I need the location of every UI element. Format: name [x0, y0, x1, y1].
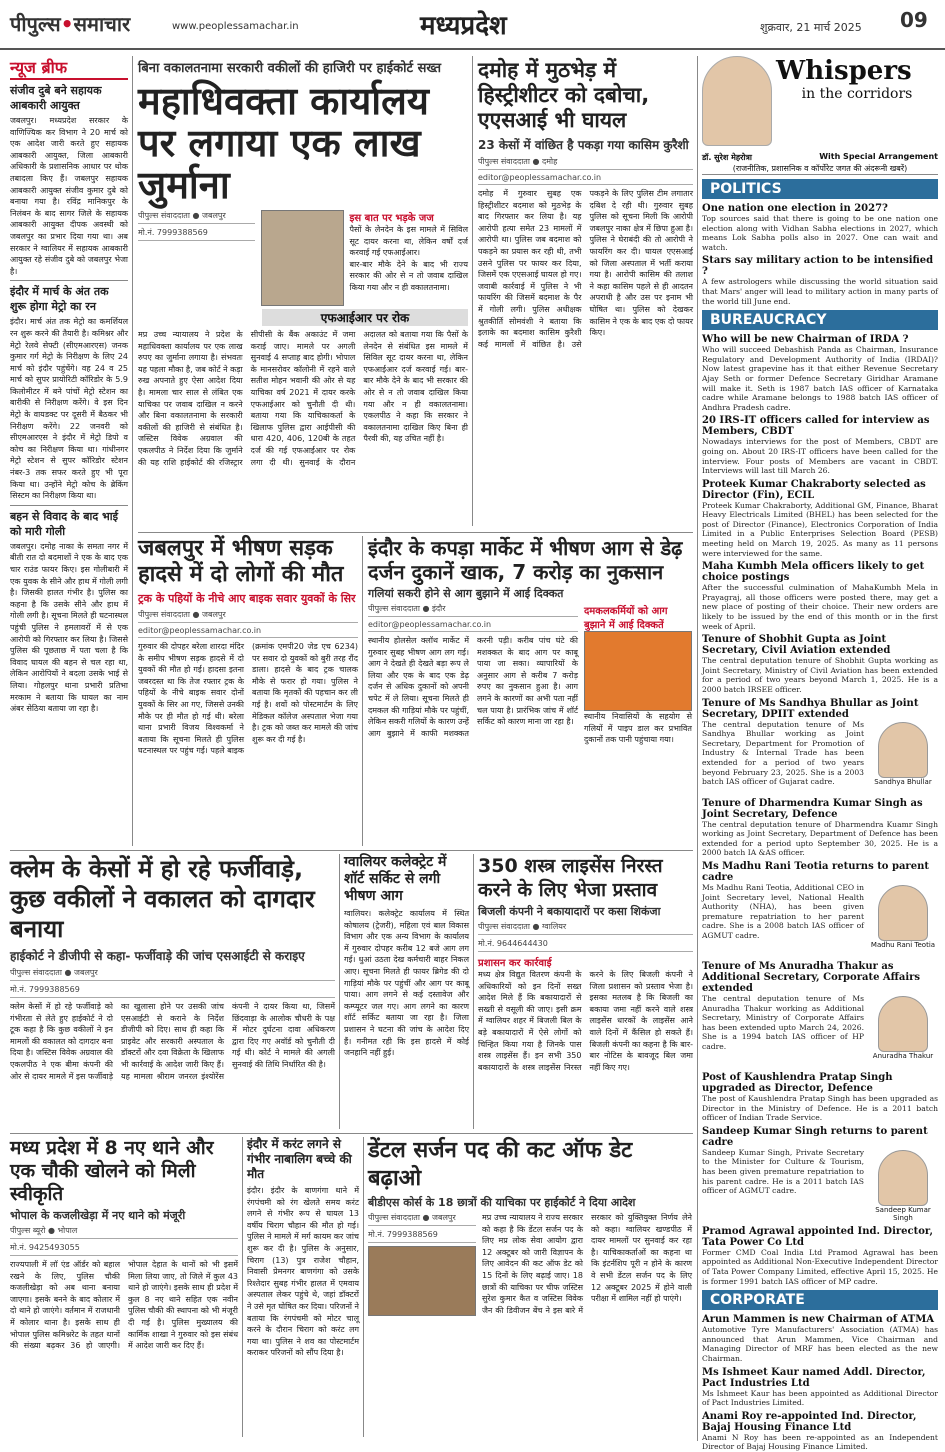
- email: editor@peoplessamachar.co.in: [138, 626, 358, 638]
- story-text: मप्र उच्च न्यायालय ने प्रदेश के महाधिवक्ता कार्यालय पर एक लाख रुपए का जुर्माना लगाया है। संभवतः यह पहला मौका है, जब कोर्ट ने कड़ा रुख अपनाते हुए ऐसा आदेश दिया है। मामला चार साल से लंबित एक याचिका पर जवाब दाखिल न करने और बिना वकालतनामा के सरकारी वकीलों की हाजिरी से संबंधित है। जस्टिस विवेक अग्रवाल की एकलपीठ ने निर्देश दिया कि जुर्माने की यह राशि हाईकोर्ट की रजिस्ट्रार सीपीसी के बैंक अकाउंट में जमा कराई जाए। मामले पर अगली सुनवाई 4 सप्ताह बाद होगी। भोपाल के मानसरोवर कॉलोनी में रहने वाले सतीश मोहन भवानी की ओर से यह याचिका वर्ष 2021 में दायर करके एफआईआर को चुनौती दी थी। बताया गया कि याचिकाकर्ता के खिलाफ पुलिस द्वारा आईपीसी की धारा 420, 406, 120बी के तहत दर्ज की गई एफआईआर पर रोक लगा दी थी। सुनवाई के दौरान अदालत को बताया गया कि पैसों के लेनदेन से संबंधित इस मामले में सिविल सूट दायर करना था, लेकिन एफआईआर दर्ज करवाई गई। बार-बार मौके देने के बाद भी सरकार की ओर से न तो जवाब दाखिल किया गया और न ही वकालतनामा। एकलपीठ ने कहा कि सरकार ने वकालतनामा दाखिल किए बिना ही पैरवी की, यह उचित नहीं है।: [138, 330, 468, 467]
- story-claim-fraud: [10, 854, 335, 1129]
- section-name: मध्यप्रदेश: [420, 11, 507, 41]
- issue-date: शुक्रवार, 21 मार्च 2025: [760, 21, 862, 34]
- gavel-photo: [368, 1246, 476, 1316]
- headline: इंदौर के कपड़ा मार्केट में भीषण आग से डेढ़ दर्जन दुकानें खाक, 7 करोड़ का नुकसान: [368, 536, 683, 584]
- whisper-item: Tenure of Ms Anuradha Thakur as Additional Secretary, Corporate Affairs extended Anuradha Thakur The central deputation tenure of Ms Anuradha Thakur working as Additional Secretary, Ministry of Corporate Affairs has been extended upto March 24, 2026. She is a 1994 batch IAS officer of HP cadre.: [702, 961, 938, 1052]
- story-new-police-stations: [10, 1137, 238, 1437]
- columnist-name: डॉ. सुरेश मेहरोत्रा: [702, 153, 752, 162]
- byline: पीपुल्स संवाददाता ● जबलपुर: [368, 1212, 476, 1226]
- story-text: इंदौर। इंदौर के बाणगंगा थाने में रंगपंचमी को रंग खेलते समय करंट लगने से गंभीर रूप से घायल 13 वर्षीय चिराग चौहान की मौत हो गई। पुलिस ने मामले में मर्ग कायम कर जांच शुरू कर दी है। पुलिस के अनुसार, चिराग (13) पुत्र राजेश चौहान, निवासी प्रेमनगर बाणगंगा को उसके रिश्तेदार सुबह गंभीर हालत में एमवाय अस्पताल लेकर पहुंचे थे, जहां डॉक्टरों ने उसे मृत घोषित कर दिया। परिजनों ने बताया कि रंगपंचमी को मोटर चालू करने के दौरान चिराग को करंट लग गया था। पुलिस ने शव का पोस्टमार्टम कराकर परिजनों को सौंप दिया है।: [247, 1186, 359, 1358]
- deck: हाईकोर्ट ने डीजीपी से कहा- फर्जीवाड़े की जांच एसआईटी से कराइए: [10, 949, 305, 963]
- story-damoh-encounter: [478, 58, 693, 528]
- tagline: With Special Arrangement: [819, 152, 938, 161]
- high-court-photo: [261, 210, 344, 306]
- fire-photo: [584, 631, 692, 711]
- website: www.peoplessamachar.in: [172, 21, 299, 32]
- whisper-item: Maha Kumbh Mela officers likely to get choice postings After the successful culmination of MahaKumbh Mela in Prayagraj, all those officers were posted there, may get a new place of posting of their choice. Their new orders are likely to be issued by the end of this month or in the first week of April.: [702, 561, 938, 631]
- story-text: गुरुवार की दोपहर बरेला शारदा मंदिर के समीप भीषण सड़क हादसे में दो युवकों की मौत हो गई। हादसा इतना जबरदस्त था कि तेज रफ्तार ट्रक के पहियों के नीचे बाइक सवार दोनों युवकों के सिर आ गए, जिससे उनकी मौके पर ही मौत हो गई थी। बरेला थाना प्रभारी विजय विश्वकर्मा ने बताया कि सूचना मिलते ही पुलिस घटनास्थल पर पहुंच गई। पहले बाइक (क्रमांक एमपी20 जेड एच 6234) पर सवार दो युवकों को बुरी तरह रौंद डाला। हादसे के बाद ट्रक चालक मौके से फरार हो गया। पुलिस ने बताया कि मृतकों की पहचान कर ली गई है। शवों को पोस्टमार्टम के लिए मेडिकल कॉलेज अस्पताल भेजा गया है। ट्रक को जब्त कर मामले की जांच शुरू कर दी गई है।: [138, 642, 358, 756]
- officer-photo: Sandhya Bhullar: [868, 722, 938, 796]
- headline: ग्वालियर कलेक्ट्रेट में शॉर्ट सर्किट से लगी भीषण आग: [344, 854, 447, 904]
- mobile: मो.नं. 9425493055: [10, 1242, 238, 1256]
- story-indore-electrocution: [247, 1137, 359, 1437]
- column-subtitle: (राजनीतिक, प्रशासनिक व कॉर्पोरेट जगत की अंदरूनी खबरें): [702, 163, 938, 175]
- email: editor@peoplessamachar.co.in: [478, 173, 693, 185]
- deck: गलियां सकरी होने से आग बुझाने में आई दिक्कत: [368, 587, 564, 600]
- whisper-item: Proteek Kumar Chakraborty selected as Director (Fin), ECIL Proteek Kumar Chakraborty, Additional GM, Finance, Bharat Heavy Electricals Limited (BHEL) has been selected for the post of Director (Finance), Electronics Corporation of India Limited in a Public Enterprises Selection Board (PESB) meeting held on March 19, 2025. As many as 11 persons were interviewed for the same.: [702, 478, 938, 558]
- deck: बिजली कंपनी ने बकायादारों पर कसा शिकंजा: [478, 905, 661, 918]
- story-jabalpur-accident: [138, 536, 358, 846]
- whisper-item: Post of Kaushlendra Pratap Singh upgraded as Director, Defence The post of Kaushlendra Pratap Singh has been upgraded as Director in the Ministry of Defence. He is a 2011 batch officer of Indian Trade Service.: [702, 1071, 938, 1123]
- mobile: मो.नं. 7999388569: [368, 1229, 476, 1243]
- whisper-item: Tenure of Dharmendra Kumar Singh as Joint Secretary, Defence The central deputation tenure of Dharmendra Kuamr Singh working as Joint Secretary, Department of Defence has been extended for a period upto September 30, 2025. He is a 2000 batch IA &AS officer.: [702, 797, 938, 858]
- headline: मध्य प्रदेश में 8 नए थाने और एक चौकी खोलने को मिली स्वीकृति: [10, 1137, 214, 1205]
- whisper-item: Stars say military action to be intensified ? A few astrologers while discussing the world situation said that Mars' anger will lead to military action in many parts of the world till June end.: [702, 255, 938, 306]
- byline: पीपुल्स संवाददाता ● दमोह: [478, 156, 693, 170]
- section-politics: POLITICS: [702, 179, 938, 199]
- whispers-logo: Whispers in the corridors: [776, 56, 913, 102]
- headline: जबलपुर में भीषण सड़क हादसे में दो लोगों की मौत: [138, 536, 344, 587]
- sidebar-point: पैसों के लेनदेन के इस मामले में सिविल सूट दायर करना था, लेकिन वर्षों दर्ज करवाई गई एफआईआर।: [349, 225, 468, 258]
- story-text: क्लेम केसों में हो रहे फर्जीवाड़े को गंभीरता से लेते हुए हाईकोर्ट ने दो टूक कहा है कि कुछ वकीलों ने इन मामलों की वकालत को दागदार बना दिया है। जस्टिस विवेक अग्रवाल की एकलपीठ ने एक बीमा कंपनी की ओर से दायर मामले में इस फर्जीवाड़े का खुलासा होने पर उसकी जांच एसआईटी से कराने के निर्देश डीजीपी को दिए। साथ ही कहा कि प्राइवेट और सरकारी अस्पताल के डॉक्टरों और दवा विक्रेता के खिलाफ भी कार्रवाई के आदेश जारी किए हैं। यह मामला श्रीराम जनरल इंश्योरेंस कंपनी ने दायर किया था, जिसमें छिंदवाड़ा के आलोक चौधरी के पक्ष में मोटर दुर्घटना दावा अधिकरण द्वारा दिए गए अवॉर्ड को चुनौती दी गई थी। कोर्ट ने मामले की अगली सुनवाई की तिथि निर्धारित की है।: [10, 1002, 335, 1081]
- mobile: मो.नं. 7999388569: [138, 227, 255, 241]
- mobile: मो.नं. 7999388569: [10, 984, 335, 998]
- email: editor@peoplessamachar.co.in: [368, 620, 578, 632]
- story-text: स्थानीय होलसेल क्लॉथ मार्केट में गुरुवार सुबह भीषण आग लग गई। आग ने देखते ही देखते बड़ा रूप ले लिया और एक के बाद एक डेढ़ दर्जन से अधिक दुकानों को अपनी चपेट में ले लिया। सूचना मिलते ही दमकल की गाड़ियां मौके पर पहुंचीं, लेकिन सकरी गलियों के कारण उन्हें आग बुझाने में काफी मशक्कत करनी पड़ी। करीब पांच घंटे की मशक्कत के बाद आग पर काबू पाया जा सका। व्यापारियों के अनुसार आग से करीब 7 करोड़ रुपए का नुकसान हुआ है। आग लगने के कारणों का अभी पता नहीं चल पाया है। प्रारंभिक जांच में शॉर्ट सर्किट को कारण माना जा रहा है।: [368, 636, 578, 738]
- byline: पीपुल्स संवाददाता ● इंदौर: [368, 603, 578, 617]
- page-number: 09: [900, 8, 928, 32]
- story-dental-surgeon: [368, 1137, 693, 1437]
- byline: पीपुल्स संवाददाता ● ग्वालियर: [478, 921, 693, 935]
- headline: दमोह में मुठभेड़ में हिस्ट्रीशीटर को दबोचा, एएसआई भी घायल: [478, 58, 650, 132]
- story-indore-fire: [368, 536, 693, 846]
- officer-photo: Sandeep Kumar Singh: [868, 1150, 938, 1224]
- byline: पीपुल्स संवाददाता ● जबलपुर: [138, 609, 358, 623]
- sidebar-point: बार-बार मौके देने के बाद भी राज्य सरकार की ओर से न तो जवाब दाखिल किया गया और न ही वकालतनामा।: [349, 259, 468, 292]
- brief-item: बहन से विवाद के बाद भाई को मारी गोली जबलपुर। दमोह नाका के समता नगर में बीती रात दो बदमाशों ने एक के बाद एक चार राउंड फायर किए। इस गोलीबारी में एक युवक के सीने और हाथ में गोली लगी है। जिसकी हालत गंभीर है। पुलिस का कहना है कि उसके सीने और हाथ में गोली लगी है। सूचना मिलते ही घटनास्थल पहुंची पुलिस ने हमलावरों में से एक आरोपी को गिरफ्तार कर लिया है। जिससे पुलिस की पूछताछ में पता चला है कि विवाद घायल की बहन से चल रहा था, लेकिन आरोपियों ने बदला उसके भाई से लिया। गोहलपुर थाना प्रभारी प्रतिभा मरकाम ने बताया कि घायल का नाम अंबर सेठिया बताया जा रहा है।: [10, 505, 128, 715]
- whisper-item: Tenure of Shobhit Gupta as Joint Secretary, Civil Aviation extended The central deputation tenure of Shobhit Gupta working as Joint Secretary, Ministry of Civil Aviation has been extended for a period of two years beyond March 1, 2025. He is a 2000 batch IRSEE officer.: [702, 634, 938, 694]
- section-bureaucracy: BUREAUCRACY: [702, 310, 938, 330]
- story-text: ग्वालियर। कलेक्ट्रेट कार्यालय में स्थित कोषालय (ट्रेजरी), महिला एवं बाल विकास विभाग और एक अन्य विभाग के कार्यालय में गुरुवार दोपहर करीब 12 बजे आग लग गई। धुआं उठता देख कर्मचारी बाहर निकल आए। सूचना मिलते ही फायर ब्रिगेड की दो गाड़ियां मौके पर पहुंचीं और आग पर काबू पाया। आग लगने से कई दस्तावेज और कम्प्यूटर जल गए। आग लगने का कारण शॉर्ट सर्किट बताया जा रहा है। जिला प्रशासन ने घटना की जांच के आदेश दिए हैं। गनीमत रही कि इस हादसे में कोई जनहानि नहीं हुई।: [344, 909, 469, 1058]
- masthead: [0, 0, 945, 50]
- whisper-item: Arun Mammen is new Chairman of ATMA Automotive Tyre Manufacturers' Association (ATMA) has announced that Arun Mammen, Vice Chairman and Managing Director of MRF has been elected as the new Chairman.: [702, 1314, 938, 1363]
- story-gwalior-collectorate-fire: [344, 854, 469, 1129]
- columnist-photo: [702, 56, 772, 146]
- deck: भोपाल के कजलीखेड़ा में नए थाने को मंजूरी: [10, 1209, 186, 1222]
- story-advocate-general-fine: [138, 58, 468, 528]
- headline: 350 शस्त्र लाइसेंस निरस्त करने के लिए भेजा प्रस्ताव: [478, 855, 663, 901]
- mobile: मो.नं. 9644644430: [478, 938, 693, 952]
- whispers-column: [702, 56, 938, 1452]
- byline: पीपुल्स संवाददाता ● जबलपुर: [10, 967, 335, 981]
- sidebar-title: दमकलकर्मियों को आग बुझाने में आई दिक्कतें: [584, 606, 668, 631]
- section-corporate: CORPORATE: [702, 1290, 938, 1310]
- story-text: राज्यपाली में लॉ एंड ऑर्डर को बहाल रखने के लिए, पुलिस चौकी कजलीखेड़ा को अब थाना बनाया जाएगा। इसके बनने के बाद कोलार में दो थाने हो जाएंगे। वर्तमान में राजधानी में कोलार थाना है। इसके साथ ही भोपाल पुलिस कमिश्नरेट के तहत थानों की संख्या बढ़कर 36 हो जाएगी। भोपाल देहात के थानों को भी इसमें मिला लिया जाए, तो जिले में कुल 43 थाने हो जाएंगे। इसके साथ ही प्रदेश में कुल 8 नए थाने सहित एक नवीन पुलिस चौकी की स्थापना को भी मंजूरी दी गई है। पुलिस मुख्यालय की कार्मिक शाखा ने गुरुवार को इस संबंध में आदेश जारी कर दिए हैं।: [10, 1260, 238, 1351]
- byline: पीपुल्स ब्यूरो ● भोपाल: [10, 1225, 238, 1239]
- whisper-item: Pramod Agrawal appointed Ind. Director, Tata Power Co Ltd Former CMD Coal India Ltd Pramod Agrawal has been appointed as Additional Non-Executive Independent Director of Tata Power Company Limited, effective April 15, 2025. He is former 1991 batch IAS officer of MP cadre.: [702, 1225, 938, 1286]
- sidebar-title: इस बात पर भड़के जज: [349, 213, 434, 224]
- headline: इंदौर में करंट लगने से गंभीर नाबालिग बच्चे की मौत: [247, 1137, 352, 1181]
- whisper-item: Ms Madhu Rani Teotia returns to parent cadre Madhu Rani Teotia Ms Madhu Rani Teotia, Additional CEO in Joint Secretary level, National Health Authority (NHA), has been given premature repatriation to her parent cadre. She is a 2008 batch IAS officer of AGMUT cadre.: [702, 861, 938, 941]
- officer-photo: Anuradha Thakur: [868, 996, 938, 1070]
- officer-photo: Madhu Rani Teotia: [868, 885, 938, 959]
- deck: बीडीएस कोर्स के 18 छात्रों की याचिका पर हाईकोर्ट ने दिया आदेश: [368, 1196, 636, 1209]
- whisper-item: 20 IRS-IT officers called for interview as Members, CBDT Nowadays interviews for the post of Members, CBDT are going on. About 20 IRS-IT officers have been called for the interview. Four posts of Members are vacant in CBDT. Interviews will last till March 26.: [702, 415, 938, 476]
- subhead: प्रशासन कर कार्रवाई: [478, 958, 552, 969]
- whisper-item: Tenure of Ms Sandhya Bhullar as Joint Secretary, DPIIT extended Sandhya Bhullar The central deputation tenure of Ms Sandhya Bhullar working as Joint Secretary, Department for Promotion of Industry & Internal Trade has been extended for a period of two years beyond February 23, 2025. She is a 2003 batch IAS officer of Gujarat cadre.: [702, 698, 938, 787]
- news-brief-column: [10, 56, 128, 846]
- whisper-item: Sandeep Kumar Singh returns to parent cadre Sandeep Kumar Singh Sandeep Kumar Singh, Private Secretary to the Minister for Culture & Tourism, has been given premature repatriation to his parent cadre. He is a 2011 batch IAS officer of AGMUT cadre.: [702, 1126, 938, 1196]
- brief-item: संजीव दुबे बने सहायक आबकारी आयुक्त जबलपुर। मध्यप्रदेश सरकार के वाणिज्यिक कर विभाग ने 20 मार्च को एक आदेश जारी करते हुए सहायक आबकारी आयुक्त, जिला आबकारी अधिकारी के प्रशासनिक आधार पर थोक तबादला किए हैं। जबलपुर सहायक आबकारी आयुक्त संजीव कुमार दुबे को बनाया गया है। रविंद्र मानिकपुर के निलंबन के बाद सागर जिले के सहायक आबकारी आयुक्त दीपक अवस्थी को जबलपुर का प्रभार दिया गया था। अब सरकार ने ग्वालियर में सहायक आबकारी आयुक्त रहे संजीव दुबे को जबलपुर भेजा है।: [10, 84, 128, 276]
- whisper-item: One nation one election in 2027? Top sources said that there is going to be one nation one election along with Vidhan Sabha elections in 2027, which means Lok Sabha polls also in 2027. One can wait and watch.: [702, 203, 938, 252]
- photo-caption: स्थानीय निवासियों के सहयोग से गलियों में पाइप डाल कर प्रभावित दुकानों तक पानी पहुंचाया गया।: [584, 712, 692, 745]
- subhead: एफआईआर पर रोक: [262, 309, 468, 326]
- brief-title: न्यूज ब्रीफ: [10, 56, 128, 80]
- kicker: बिना वकालतनामा सरकारी वकीलों की हाजिरी पर हाईकोर्ट सख्त: [138, 61, 442, 76]
- headline: डेंटल सर्जन पद की कट ऑफ डेट बढ़ाओ: [368, 1138, 633, 1191]
- deck: ट्रक के पहियों के नीचे आए बाइक सवार युवकों के सिर: [138, 592, 356, 605]
- newspaper-logo: पीपुल्स•समाचार: [10, 12, 131, 36]
- whisper-item: Anami Roy re-appointed Ind. Director, Bajaj Housing Finance Ltd Anami N Roy has been re-appointed as an Independent Director of Bajaj Housing Finance Limited.: [702, 1410, 938, 1452]
- deck: 23 केसों में वांछित है पकड़ा गया कासिम कुरैशी: [478, 138, 689, 152]
- story-arms-license: [478, 854, 693, 1129]
- story-text: मप्र उच्च न्यायालय ने राज्य सरकार को कहा है कि डेंटल सर्जन पद के लिए मप्र लोक सेवा आयोग द्वारा 12 अक्टूबर को जारी विज्ञापन के लिए आवेदन की कट ऑफ डेट को 15 दिनों के लिए बढ़ाई जाए। 18 छात्रों की याचिका पर चीफ जस्टिस सुरेश कुमार कैत व जस्टिस विवेक जैन की डिवीजन बेंच ने इस बारे में सरकार को युक्तियुक्त निर्णय लेने को कहा। ग्वालियर खण्डपीठ में दायर मामलों पर सुनवाई कर रहा है। याचिकाकर्ताओं का कहना था कि इंटर्नशिप पूरी न होने के कारण वे सभी डेंटल सर्जन पद के लिए 12 अक्टूबर 2025 में होने वाली परीक्षा में शामिल नहीं हो पाएंगे।: [482, 1213, 692, 1315]
- whisper-item: Ms Ishmeet Kaur named Addl. Director, Pact Industries Ltd Ms Ishmeet Kaur has been appointed as Additional Director of Pact Industries Limited.: [702, 1366, 938, 1408]
- brief-item: इंदौर में मार्च के अंत तक शुरू होगा मेट्रो का रन इंदौर। मार्च अंत तक मेट्रो का कमर्शियल रन शुरू करने की तैयारी है। कमिश्नर और मेट्रो रेलवे सेफ्टी (सीएमआरएस) जनक कुमार गर्ग मेट्रो के निरीक्षण के लिए 24 मार्च को इंदौर पहुंचेंगे। वह 24 व 25 मार्च को सुपर प्रायोरिटी कॉरिडोर के 5.9 किलोमीटर में बने पांचों मेट्रो स्टेशन का बारीकी से निरीक्षण करेंगे। वे इस दिन मेट्रो के वायडक्ट पर दूसरी में बैठकर भी निरीक्षण करेंगे। 22 जनवरी को सीएमआरएस ने इंदौर में मेट्रो डिपो व कोच का निरीक्षण किया था। गांधीनगर मेट्रो स्टेशन से सुपर कॉरिडोर स्टेशन नंबर-3 तक सफर करते हुए भी पूरा किया था। उन्होंने मेट्रो कोच के ब्रेकिंग सिस्टम का निरीक्षण किया था।: [10, 280, 128, 502]
- story-text: दमोह में गुरुवार सुबह एक हिस्ट्रीशीटर बदमाश को मुठभेड़ के बाद गिरफ्तार कर लिया है। यह आरोपी हत्या समेत 23 मामलों में आरोपी था। पुलिस जब बदमाश को पकड़ने का प्रयास कर रही थी, तभी उसने पुलिस पर फायर कर दिया, जिसमें एक एएसआई घायल हो गए। जवाबी कार्रवाई में पुलिस ने भी फायरिंग की जिसमें बदमाश के पैर में गोली लगी। पुलिस अधीक्षक श्रुतकीर्ति सोमवंशी ने बताया कि इलाके का बदमाश कासिम कुरैशी कई मामलों में वांछित है। उसे पकड़ने के लिए पुलिस टीम लगातार दबिश दे रही थी। गुरुवार सुबह पुलिस को सूचना मिली कि आरोपी जबलपुर नाका क्षेत्र में छिपा हुआ है। पुलिस ने घेराबंदी की तो आरोपी ने फायरिंग कर दी। घायल एएसआई को जिला अस्पताल में भर्ती कराया गया है। आरोपी कासिम की तलाश ने कहा कासिम पहले से ही आदतन अपराधी है और उस पर इनाम भी घोषित था। पुलिस को देखकर कासिम ने एक के बाद एक दो फायर किए।: [478, 189, 693, 349]
- headline: क्लेम के केसों में हो रहे फर्जीवाड़े, कुछ वकीलों ने वकालत को दागदार बनाया: [10, 855, 315, 943]
- byline: पीपुल्स संवाददाता ● जबलपुर: [138, 210, 255, 224]
- headline: महाधिवक्ता कार्यालय पर लगाया एक लाख जुर्माना: [138, 79, 429, 207]
- whisper-item: Who will be new Chairman of IRDA ? Who will succeed Debashish Panda as Chairman, Insurance Regulatory and Development Authority of India (IRDAI)? Now latest grapevine has it that either Revenue Secretary Ajay Seth or former Defence Secretary Giridhar Aramane will make it. Seth is 1987 batch IAS officer of Karnataka cadre while Aramane belongs to 1988 batch IAS officer of Andhra Pradesh cadre.: [702, 334, 938, 412]
- story-text: मध्य क्षेत्र विद्युत वितरण कंपनी के अधिकारियों को इन दिनों सख्त आदेश मिले हैं कि बकायादारों से सख्ती से वसूली की जाए। इसी क्रम में ग्वालियर शहर में बिजली बिल के बड़े बकायादारों में ऐसे लोगों को चिन्हित किया गया है जिनके पास शस्त्र लाइसेंस हैं। इन सभी 350 बकायादारों के शस्त्र लाइसेंस निरस्त करने के लिए बिजली कंपनी ने जिला प्रशासन को प्रस्ताव भेजा है। इसका मतलब है कि बिजली का बकाया जमा नहीं करने वाले शस्त्र लाइसेंस धारकों के लाइसेंस आने वाले दिनों में कैंसिल हो सकते हैं। बिजली कंपनी का कहना है कि बार-बार नोटिस के बावजूद बिल जमा नहीं किए गए।: [478, 970, 693, 1072]
